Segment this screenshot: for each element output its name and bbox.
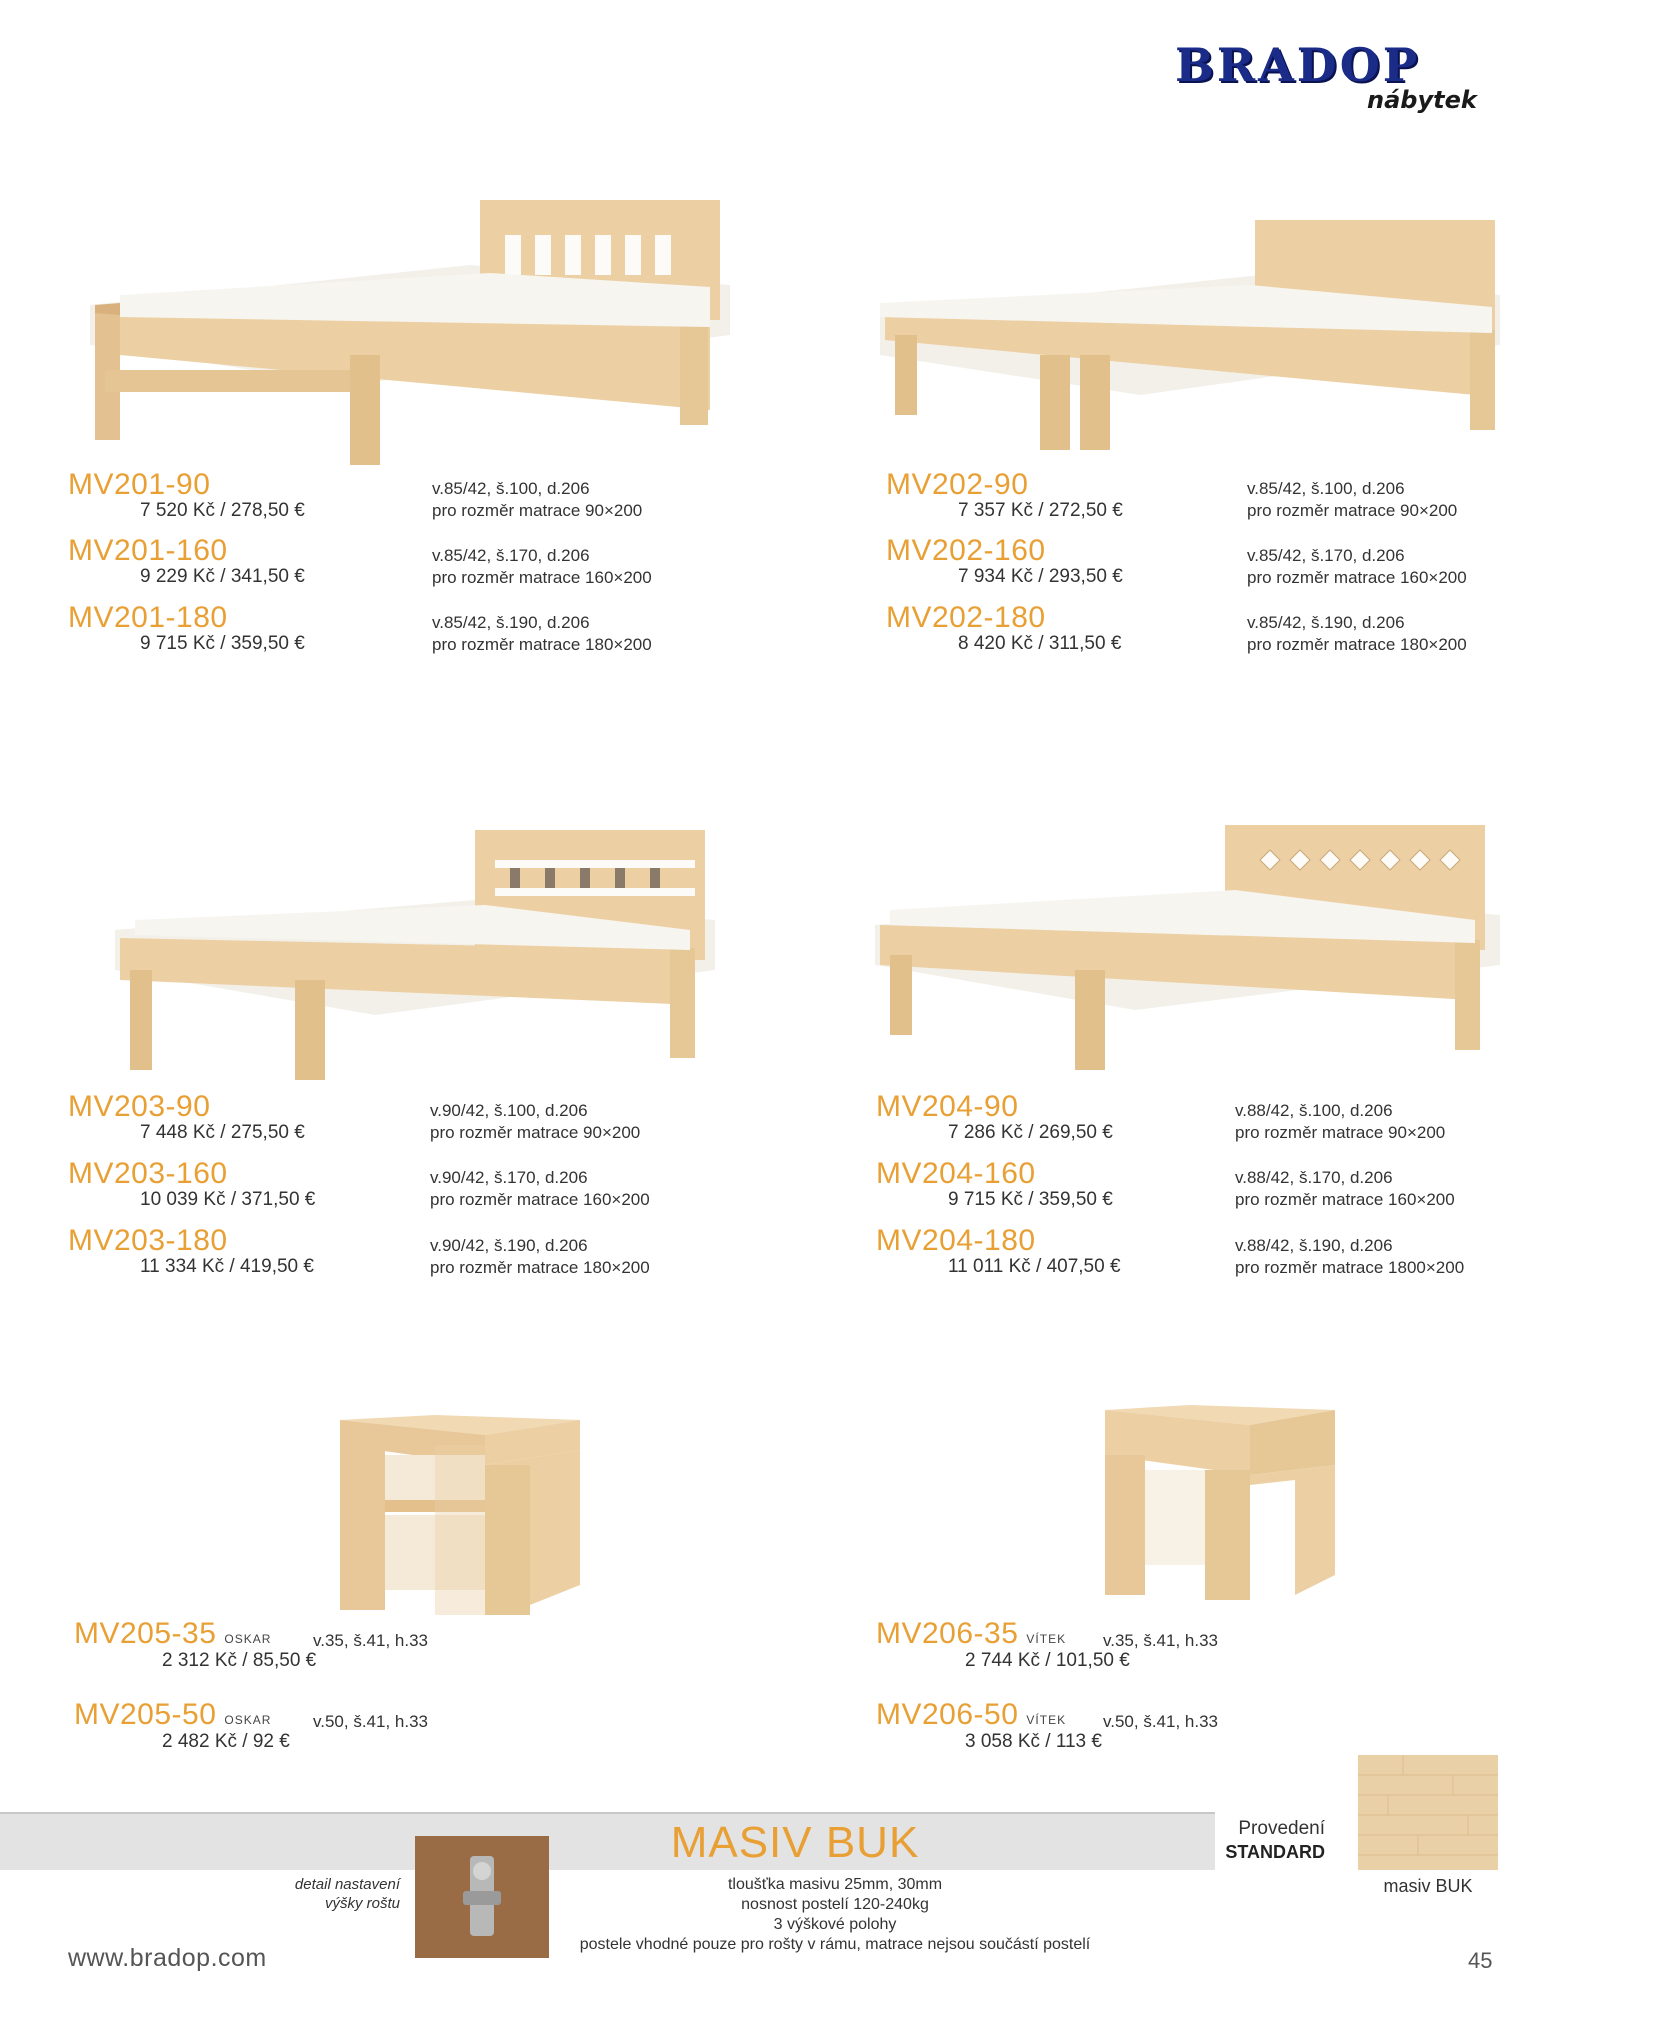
spec-line: 3 výškové polohy: [773, 1916, 897, 1933]
product-specs: [1247, 545, 1467, 589]
bed-mv203-image: [115, 820, 715, 1080]
swatch-label: masiv BUK: [1383, 1876, 1473, 1896]
detail-label-line: výšky roštu: [324, 1895, 400, 1912]
product-specs: [432, 478, 642, 522]
product-specs: [1247, 478, 1457, 522]
product-code-line: [74, 1698, 271, 1732]
product-specs: [1235, 1235, 1464, 1279]
product-code: MV201-180: [68, 601, 228, 634]
product-dimensions: v.85/42, š.100, d.206: [1247, 479, 1405, 498]
product-price: 7 934 Kč / 293,50 €: [958, 566, 1123, 587]
bed-mv204-image: [875, 815, 1500, 1080]
product-model-name: OSKAR: [224, 1632, 272, 1646]
product-mattress-size: pro rozměr matrace 90×200: [430, 1123, 641, 1142]
product-price: 7 520 Kč / 278,50 €: [140, 500, 305, 521]
product-dimensions: v.85/42, š.190, d.206: [432, 613, 590, 632]
brand-subtitle: nábytek: [1367, 86, 1477, 114]
product-specs: [430, 1167, 650, 1211]
product-mattress-size: pro rozměr matrace 160×200: [1247, 568, 1467, 587]
product-model-name: VÍTEK: [1026, 1713, 1067, 1727]
product-dimensions: v.90/42, š.100, d.206: [430, 1101, 588, 1120]
nightstand-mv205-image: [335, 1415, 590, 1615]
product-price: 2 482 Kč / 92 €: [162, 1731, 290, 1752]
product-code: MV205-50: [74, 1698, 217, 1731]
specs-block: [560, 1875, 1110, 1955]
product-dimensions: v.85/42, š.100, d.206: [432, 479, 590, 498]
product-model-name: OSKAR: [224, 1713, 272, 1727]
product-price: 3 058 Kč / 113 €: [965, 1731, 1102, 1752]
provedeni-value: STANDARD: [1225, 1842, 1325, 1862]
brand-logo: [1175, 38, 1505, 118]
material-title: MASIV BUK: [670, 1818, 920, 1867]
product-price: 9 715 Kč / 359,50 €: [948, 1189, 1113, 1210]
product-code: MV201-90: [68, 468, 211, 501]
product-dimensions: v.88/42, š.190, d.206: [1235, 1236, 1393, 1255]
product-code: MV204-160: [876, 1157, 1036, 1190]
detail-photo: [415, 1836, 549, 1958]
product-price: 10 039 Kč / 371,50 €: [140, 1189, 316, 1210]
product-mattress-size: pro rozměr matrace 90×200: [1235, 1123, 1446, 1142]
product-price: 9 229 Kč / 341,50 €: [140, 566, 305, 587]
product-code: MV202-90: [886, 468, 1029, 501]
product-code: MV203-160: [68, 1157, 228, 1190]
product-mattress-size: pro rozměr matrace 180×200: [430, 1258, 650, 1277]
product-code: MV202-160: [886, 534, 1046, 567]
website-link[interactable]: www.bradop.com: [68, 1944, 267, 1972]
product-code-line: [876, 1698, 1066, 1732]
product-specs: [1247, 612, 1467, 656]
product-dimensions: v.35, š.41, h.33: [1103, 1631, 1218, 1650]
brand-name: BRADOP: [1175, 38, 1421, 92]
product-specs: [430, 1100, 640, 1144]
product-price: 8 420 Kč / 311,50 €: [958, 633, 1122, 654]
product-price: 7 448 Kč / 275,50 €: [140, 1122, 305, 1143]
product-model-name: VÍTEK: [1026, 1632, 1067, 1646]
product-mattress-size: pro rozměr matrace 180×200: [432, 635, 652, 654]
product-code: MV205-35: [74, 1617, 217, 1650]
product-specs: [432, 612, 652, 656]
product-price: 7 286 Kč / 269,50 €: [948, 1122, 1113, 1143]
product-code: MV203-90: [68, 1090, 211, 1123]
detail-label-line: detail nastavení: [294, 1876, 400, 1893]
product-code: MV204-180: [876, 1224, 1036, 1257]
product-code: MV203-180: [68, 1224, 228, 1257]
product-mattress-size: pro rozměr matrace 160×200: [430, 1190, 650, 1209]
product-dimensions: v.50, š.41, h.33: [1103, 1712, 1218, 1731]
detail-label: [240, 1875, 400, 1913]
product-price: 9 715 Kč / 359,50 €: [140, 633, 305, 654]
spec-line: postele vhodné pouze pro rošty v rámu, matrace nejsou součástí postelí: [579, 1936, 1091, 1953]
product-specs: [1235, 1167, 1455, 1211]
product-mattress-size: pro rozměr matrace 160×200: [432, 568, 652, 587]
product-price: 2 312 Kč / 85,50 €: [162, 1650, 317, 1671]
bed-mv201-image: [90, 195, 730, 465]
product-dimensions: v.88/42, š.100, d.206: [1235, 1101, 1393, 1120]
product-code-line: [74, 1617, 271, 1651]
product-dimensions: v.85/42, š.190, d.206: [1247, 613, 1405, 632]
product-code-line: [876, 1617, 1066, 1651]
product-dimensions: v.90/42, š.170, d.206: [430, 1168, 588, 1187]
product-code: MV201-160: [68, 534, 228, 567]
product-mattress-size: pro rozměr matrace 180×200: [1247, 635, 1467, 654]
product-price: 11 011 Kč / 407,50 €: [948, 1256, 1121, 1277]
product-mattress-size: pro rozměr matrace 90×200: [432, 501, 643, 520]
spec-line: tloušťka masivu 25mm, 30mm: [727, 1876, 943, 1893]
product-dimensions: v.85/42, š.170, d.206: [432, 546, 590, 565]
product-code: MV206-35: [876, 1617, 1019, 1650]
product-dimensions: v.90/42, š.190, d.206: [430, 1236, 588, 1255]
spec-line: nosnost postelí 120-240kg: [741, 1896, 929, 1913]
product-dimensions: v.35, š.41, h.33: [313, 1631, 428, 1650]
product-dimensions: v.50, š.41, h.33: [313, 1712, 428, 1731]
product-dimensions: v.88/42, š.170, d.206: [1235, 1168, 1393, 1187]
wood-swatch: [1358, 1755, 1498, 1870]
bed-mv202-image: [880, 205, 1500, 455]
product-mattress-size: pro rozměr matrace 90×200: [1247, 501, 1458, 520]
product-price: 11 334 Kč / 419,50 €: [140, 1256, 314, 1277]
provedeni-label: Provedení: [1238, 1818, 1325, 1839]
product-dimensions: v.85/42, š.170, d.206: [1247, 546, 1405, 565]
product-price: 7 357 Kč / 272,50 €: [958, 500, 1123, 521]
nightstand-mv206-image: [1100, 1405, 1340, 1600]
product-code: MV202-180: [886, 601, 1046, 634]
product-specs: [430, 1235, 650, 1279]
product-mattress-size: pro rozměr matrace 1800×200: [1235, 1258, 1465, 1277]
product-mattress-size: pro rozměr matrace 160×200: [1235, 1190, 1455, 1209]
page-number: 45: [1468, 1948, 1493, 1973]
product-specs: [1235, 1100, 1445, 1144]
product-code: MV206-50: [876, 1698, 1019, 1731]
product-price: 2 744 Kč / 101,50 €: [965, 1650, 1130, 1671]
footer-band: [0, 1814, 1215, 1870]
product-specs: [432, 545, 652, 589]
product-code: MV204-90: [876, 1090, 1019, 1123]
